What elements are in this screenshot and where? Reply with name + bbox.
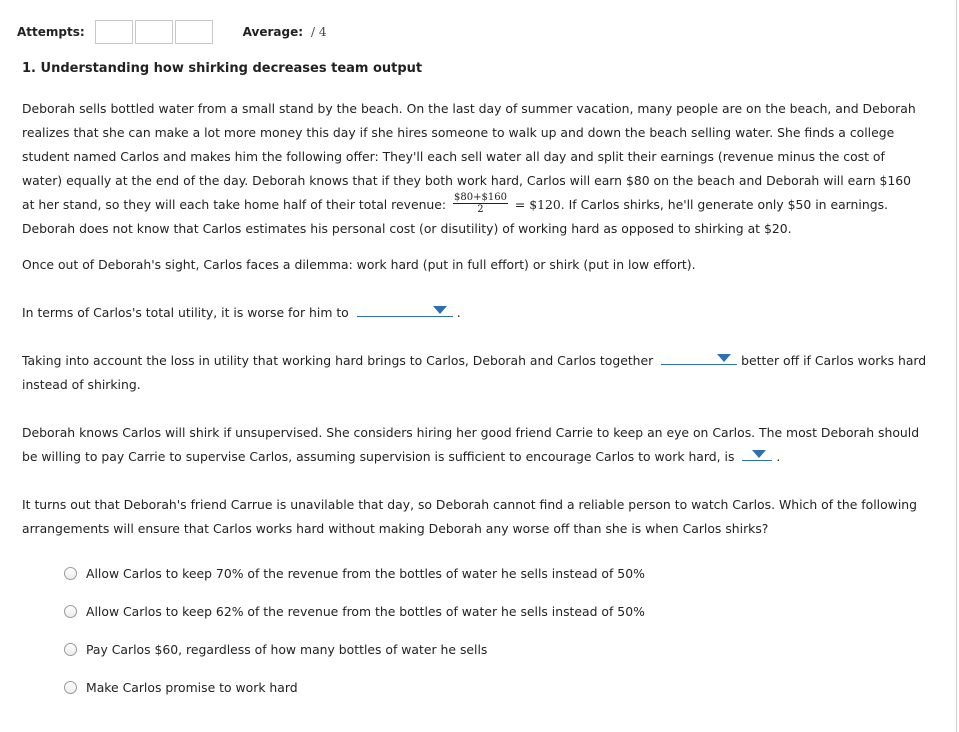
supervision-pay-dropdown[interactable]	[742, 446, 772, 461]
better-off-dropdown[interactable]	[661, 350, 737, 365]
dilemma-text: Once out of Deborah's sight, Carlos faces a dilemma: work hard (put in full effort) or shirk (put in low effort).	[22, 257, 696, 272]
answer-option[interactable]	[64, 637, 645, 661]
attempt-box-3	[175, 20, 213, 44]
answer-options	[64, 561, 645, 713]
question-2	[22, 349, 927, 397]
header-bar	[17, 21, 327, 43]
question-2-text-b: better off if Carlos works hard instead of shirking.	[22, 353, 927, 392]
average-value: / 4	[311, 25, 327, 39]
page-right-border	[956, 0, 957, 732]
answer-option[interactable]	[64, 599, 645, 623]
utility-dropdown[interactable]	[357, 302, 453, 317]
attempt-box-2	[135, 20, 173, 44]
equals-value: = $120.	[514, 197, 565, 212]
revenue-fraction	[453, 192, 508, 215]
radio-button[interactable]	[64, 605, 77, 618]
answer-option[interactable]	[64, 561, 645, 585]
question-1	[22, 301, 927, 325]
question-3-period: .	[776, 449, 781, 464]
question-1-period: .	[456, 305, 461, 320]
question-3	[22, 421, 927, 469]
attempt-box-1	[95, 20, 133, 44]
intro-text-a: Deborah sells bottled water from a small stand by the beach. On the last day of summer vacation, many people are on the beach, and Deborah realizes that she can make a lot more money this day if she hires someone to walk up and down the beach selling water. She finds a college student named Carlos and makes him the following offer: They'll each sell water all day and split their earnings (revenue minus the cost of water) equally at the end of the day. Deborah knows that if they both work hard, Carlos will earn $80 on the beach and Deborah will earn $160 at her stand, so they will each take home half of their total revenue:	[22, 101, 916, 212]
fraction-numerator: $80+$160	[454, 192, 507, 203]
chevron-down-icon	[433, 306, 447, 314]
option-label: Make Carlos promise to work hard	[86, 679, 298, 695]
option-label: Allow Carlos to keep 62% of the revenue from the bottles of water he sells instead of 50%	[86, 603, 645, 619]
question-title: 1. Understanding how shirking decreases team output	[22, 61, 423, 76]
radio-button[interactable]	[64, 681, 77, 694]
question-2-text-a: Taking into account the loss in utility that working hard brings to Carlos, Deborah and Carlos together	[22, 353, 654, 368]
question-3-text: Deborah knows Carlos will shirk if unsupervised. She considers hiring her good friend Carrie to keep an eye on Carlos. The most Deborah should be willing to pay Carrie to supervise Carlos, assuming supervision is sufficient to encourage Carlos to work hard, is	[22, 425, 920, 464]
radio-button[interactable]	[64, 643, 77, 656]
attempt-boxes	[95, 20, 215, 44]
question-4: It turns out that Deborah's friend Carrue is unavilable that day, so Deborah cannot find a reliable person to watch Carlos. Which of the following arrangements will ensure that Carlos works hard without making Deborah any worse off than she is when Carlos shirks?	[22, 497, 917, 536]
attempts-label: Attempts:	[17, 25, 85, 39]
chevron-down-icon	[752, 450, 766, 458]
question-intro	[22, 97, 927, 241]
option-label: Allow Carlos to keep 70% of the revenue from the bottles of water he sells instead of 50%	[86, 565, 645, 581]
intro-text-b: If Carlos shirks, he'll generate only $50 in earnings. Deborah does not know that Carlos estimates his personal cost (or disutility) of working hard as opposed to shirking at $20.	[22, 197, 888, 236]
radio-button[interactable]	[64, 567, 77, 580]
average-label: Average:	[242, 25, 304, 39]
fraction-denominator: 2	[477, 204, 484, 215]
option-label: Pay Carlos $60, regardless of how many bottles of water he sells	[86, 641, 488, 657]
answer-option[interactable]	[64, 675, 645, 699]
question-1-text: In terms of Carlos's total utility, it is worse for him to	[22, 305, 349, 320]
chevron-down-icon	[717, 354, 731, 362]
